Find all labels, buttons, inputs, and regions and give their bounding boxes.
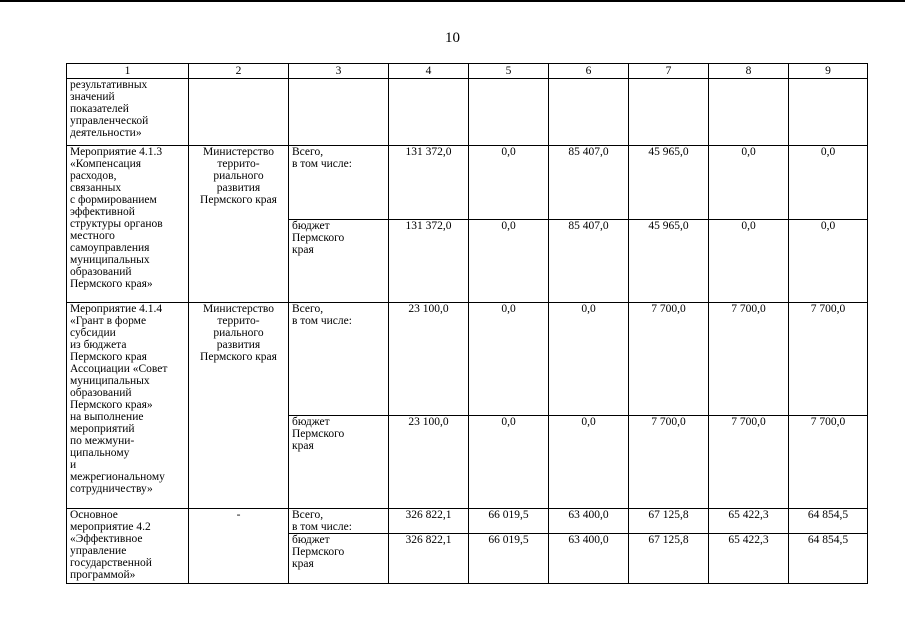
value-cell: 7 700,0 xyxy=(789,303,868,416)
empty-cell xyxy=(789,79,868,146)
top-border-line xyxy=(0,0,905,2)
empty-cell xyxy=(289,79,389,146)
value-cell: 0,0 xyxy=(549,303,629,416)
header-cell: 8 xyxy=(709,64,789,79)
executor-cell: Министерство террито- риального развития Пермского края xyxy=(189,303,289,509)
funding-source-cell: бюджет Пермского края xyxy=(289,416,389,509)
value-cell: 0,0 xyxy=(469,220,549,303)
value-cell: 85 407,0 xyxy=(549,220,629,303)
value-cell: 65 422,3 xyxy=(709,509,789,534)
value-cell: 0,0 xyxy=(469,146,549,220)
empty-cell xyxy=(469,79,549,146)
value-cell: 65 422,3 xyxy=(709,534,789,584)
value-cell: 66 019,5 xyxy=(469,509,549,534)
value-cell: 67 125,8 xyxy=(629,509,709,534)
value-cell: 67 125,8 xyxy=(629,534,709,584)
value-cell: 0,0 xyxy=(709,146,789,220)
executor-cell: Министерство террито- риального развития Пермского края xyxy=(189,146,289,303)
header-cell: 6 xyxy=(549,64,629,79)
value-cell: 0,0 xyxy=(469,303,549,416)
empty-cell xyxy=(189,79,289,146)
table-row xyxy=(67,509,868,534)
table-row xyxy=(67,303,868,416)
value-cell: 45 965,0 xyxy=(629,220,709,303)
value-cell: 64 854,5 xyxy=(789,534,868,584)
value-cell: 7 700,0 xyxy=(789,416,868,509)
header-cell: 4 xyxy=(389,64,469,79)
header-row xyxy=(67,64,868,79)
header-cell: 7 xyxy=(629,64,709,79)
header-cell: 3 xyxy=(289,64,389,79)
value-cell: 0,0 xyxy=(709,220,789,303)
funding-source-cell: Всего, в том числе: xyxy=(289,303,389,416)
value-cell: 23 100,0 xyxy=(389,303,469,416)
value-cell: 7 700,0 xyxy=(629,416,709,509)
activity-name-cell: Основное мероприятие 4.2 «Эффективное управление государственной программой» xyxy=(67,509,189,584)
table-row xyxy=(67,146,868,220)
empty-cell xyxy=(629,79,709,146)
funding-source-cell: Всего, в том числе: xyxy=(289,509,389,534)
value-cell: 7 700,0 xyxy=(629,303,709,416)
value-cell: 45 965,0 xyxy=(629,146,709,220)
activity-name-cell: Мероприятие 4.1.3 «Компенсация расходов, связанных с формированием эффективной структуры органов местного самоуправления муниципальных образований Пермского края» xyxy=(67,146,189,303)
value-cell: 0,0 xyxy=(789,220,868,303)
header-cell: 9 xyxy=(789,64,868,79)
table-row xyxy=(67,79,868,146)
value-cell: 63 400,0 xyxy=(549,509,629,534)
empty-cell xyxy=(709,79,789,146)
value-cell: 85 407,0 xyxy=(549,146,629,220)
value-cell: 66 019,5 xyxy=(469,534,549,584)
empty-cell xyxy=(549,79,629,146)
header-cell: 1 xyxy=(67,64,189,79)
value-cell: 131 372,0 xyxy=(389,146,469,220)
activity-name-cell: Мероприятие 4.1.4 «Грант в форме субсидии из бюджета Пермского края Ассоциации «Совет муниципальных образований Пермского края» на выполнение мероприятий по межмуни- ципальному и межрегиональному сотрудничеству» xyxy=(67,303,189,509)
value-cell: 326 822,1 xyxy=(389,509,469,534)
value-cell: 23 100,0 xyxy=(389,416,469,509)
executor-cell: - xyxy=(189,509,289,584)
value-cell: 0,0 xyxy=(469,416,549,509)
value-cell: 64 854,5 xyxy=(789,509,868,534)
value-cell: 63 400,0 xyxy=(549,534,629,584)
value-cell: 7 700,0 xyxy=(709,416,789,509)
header-cell: 2 xyxy=(189,64,289,79)
funding-source-cell: Всего, в том числе: xyxy=(289,146,389,220)
empty-cell xyxy=(389,79,469,146)
funding-source-cell: бюджет Пермского края xyxy=(289,534,389,584)
value-cell: 326 822,1 xyxy=(389,534,469,584)
page-number: 10 xyxy=(445,30,460,46)
activity-name-cell: результативных значений показателей управленческой деятельности» xyxy=(67,79,189,146)
funding-source-cell: бюджет Пермского края xyxy=(289,220,389,303)
value-cell: 7 700,0 xyxy=(709,303,789,416)
value-cell: 0,0 xyxy=(549,416,629,509)
value-cell: 0,0 xyxy=(789,146,868,220)
header-cell: 5 xyxy=(469,64,549,79)
budget-table xyxy=(66,63,868,584)
value-cell: 131 372,0 xyxy=(389,220,469,303)
